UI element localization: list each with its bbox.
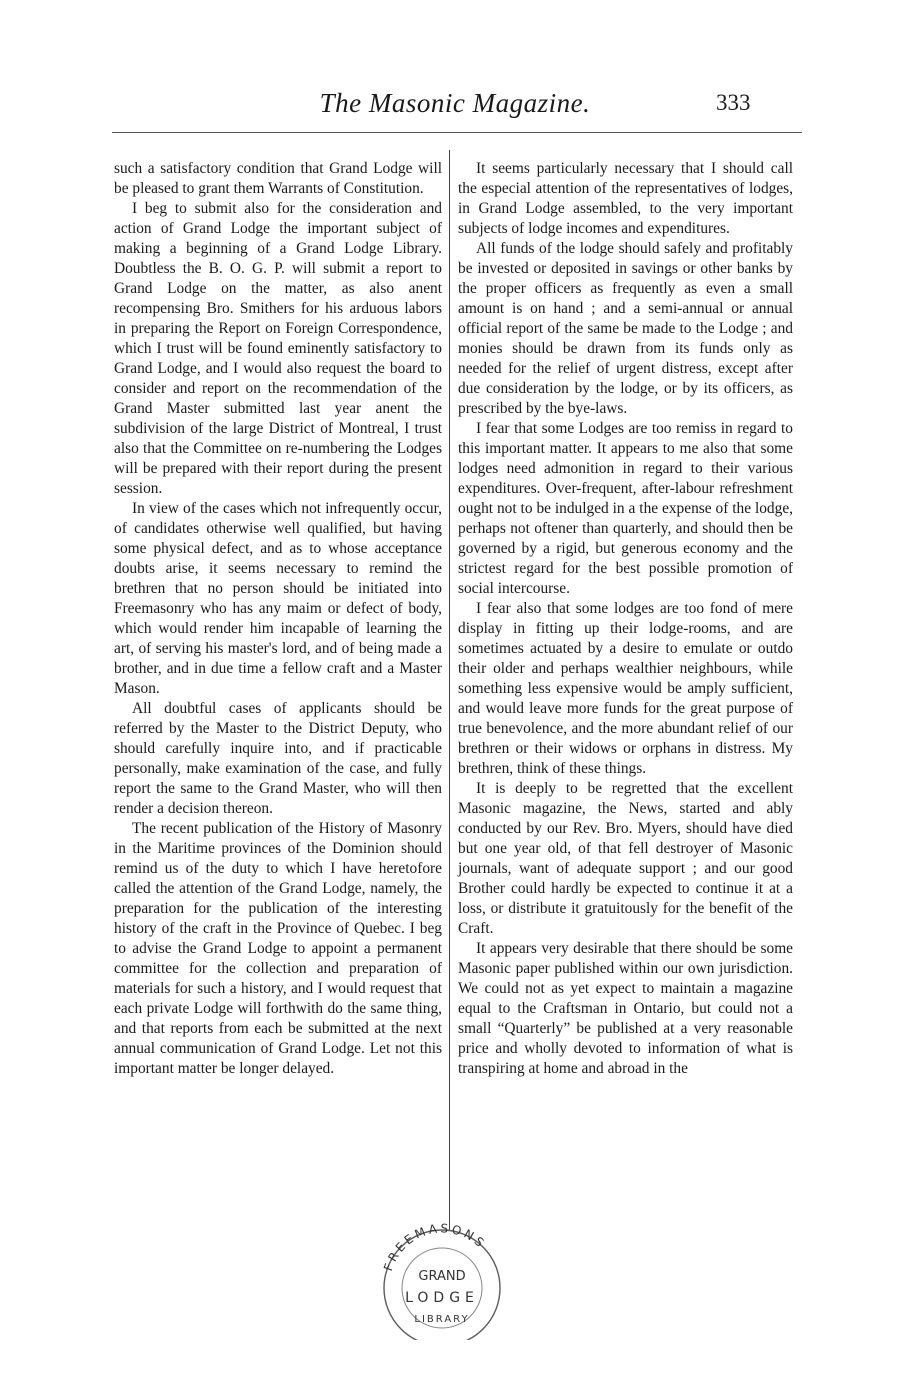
paragraph: I fear also that some lodges are too fond of mere display in fitting up their lodge-rooms, and are sometimes actuated by a desire to emulate or outdo their older and perhaps wealthier neighbours, while something less expensive would be amply sufficient, and would leave more funds for the great purpose of true benevolence, and the more abundant relief of our brethren or their widows or orphans in distress. My brethren, think of these things.: [458, 600, 793, 777]
stamp-line3: LIBRARY: [414, 1314, 470, 1325]
svg-text:FREEMASONS: [381, 1221, 489, 1273]
paragraph: It is deeply to be regretted that the excellent Masonic magazine, the News, started and ably conducted by our Rev. Bro. Myers, should have died but one year old, of that fell destroyer of Masonic journals, want of adequate support ; and our good Brother could hardly be expected to continue it at a loss, or distribute it gratuitously for the benefit of the Craft.: [458, 780, 793, 937]
header-rule: [112, 132, 802, 133]
stamp-line1: GRAND: [418, 1269, 466, 1284]
column-divider: [449, 150, 450, 1230]
library-stamp-graphic: [370, 1210, 515, 1340]
left-column: [114, 159, 442, 1079]
library-stamp: [370, 1210, 515, 1340]
right-column: [458, 159, 793, 1079]
paragraph: It appears very desirable that there should be some Masonic paper published within our own jurisdiction. We could not as yet expect to maintain a magazine equal to the Craftsman in Ontario, but could not a small “Quarterly” be published at a very reasonable price and wholly devoted to information of what is transpiring at home and abroad in the: [458, 940, 793, 1077]
paragraph: All doubtful cases of applicants should be referred by the Master to the District Deputy, who should carefully inquire into, and if practicable personally, make examination of the case, and fully report the same to the Grand Master, who will then render a decision thereon.: [114, 700, 442, 817]
paragraph: I beg to submit also for the consideration and action of Grand Lodge the important subject of making a beginning of a Grand Lodge Library. Doubtless the B. O. G. P. will submit a report to Grand Lodge on the matter, as also anent recompensing Bro. Smithers for his arduous labors in preparing the Report on Foreign Correspondence, which I trust will be found eminently satisfactory to Grand Lodge, and I would also request the board to consider and report on the recommendation of the Grand Master submitted last year anent the subdivision of the large District of Montreal, I trust also that the Committee on re-numbering the Lodges will be prepared with their report during the present session.: [114, 200, 442, 497]
paragraph: I fear that some Lodges are too remiss in regard to this important matter. It appears to me also that some lodges need admonition in regard to their various expenditures. Over-frequent, after-labour refreshment ought not to be indulged in a the expense of the lodge, perhaps not oftener than quarterly, and should then be governed by a rigid, but generous economy and the strictest regard for the best possible promotion of social intercourse.: [458, 420, 793, 597]
stamp-line2: LODGE: [405, 1290, 479, 1306]
paragraph: In view of the cases which not infrequently occur, of candidates otherwise well qualified, but having some physical defect, and as to whose acceptance doubts arise, it seems necessary to remind the brethren that no person should be initiated into Freemasonry who has any maim or defect of body, which would render him incapable of learning the art, of serving his master's lord, and of being made a brother, and in due time a fellow craft and a Master Mason.: [114, 500, 442, 697]
paragraph: The recent publication of the History of Masonry in the Maritime provinces of the Dominion should remind us of the duty to which I have heretofore called the attention of the Grand Lodge, namely, the preparation for the publication of the interesting history of the craft in the Province of Quebec. I beg to advise the Grand Lodge to appoint a permanent committee for the collection and preparation of materials for such a history, and I would request that each private Lodge will forthwith do the same thing, and that reports from each be submitted at the next annual communication of Grand Lodge. Let not this important matter be longer delayed.: [114, 820, 442, 1077]
page-title: The Masonic Magazine.: [319, 88, 591, 118]
stamp-arc-text: FREEMASONS: [381, 1221, 489, 1273]
paragraph: It seems particularly necessary that I should call the especial attention of the representatives of lodges, in Grand Lodge assembled, to the very important subjects of lodge incomes and expenditures.: [458, 160, 793, 237]
paragraph: such a satisfactory condition that Grand Lodge will be pleased to grant them Warrants of Constitution.: [114, 160, 442, 197]
page-header: [0, 88, 910, 128]
page-number: 333: [716, 90, 751, 115]
paragraph: All funds of the lodge should safely and profitably be invested or deposited in savings or other banks by the proper officers as frequently as even a small amount is on hand ; and a semi-annual or annual official report of the same be made to the Lodge ; and monies should be drawn from its funds only as needed for the relief of urgent distress, except after due consideration by the lodge, or by its officers, as prescribed by the bye-laws.: [458, 240, 793, 417]
